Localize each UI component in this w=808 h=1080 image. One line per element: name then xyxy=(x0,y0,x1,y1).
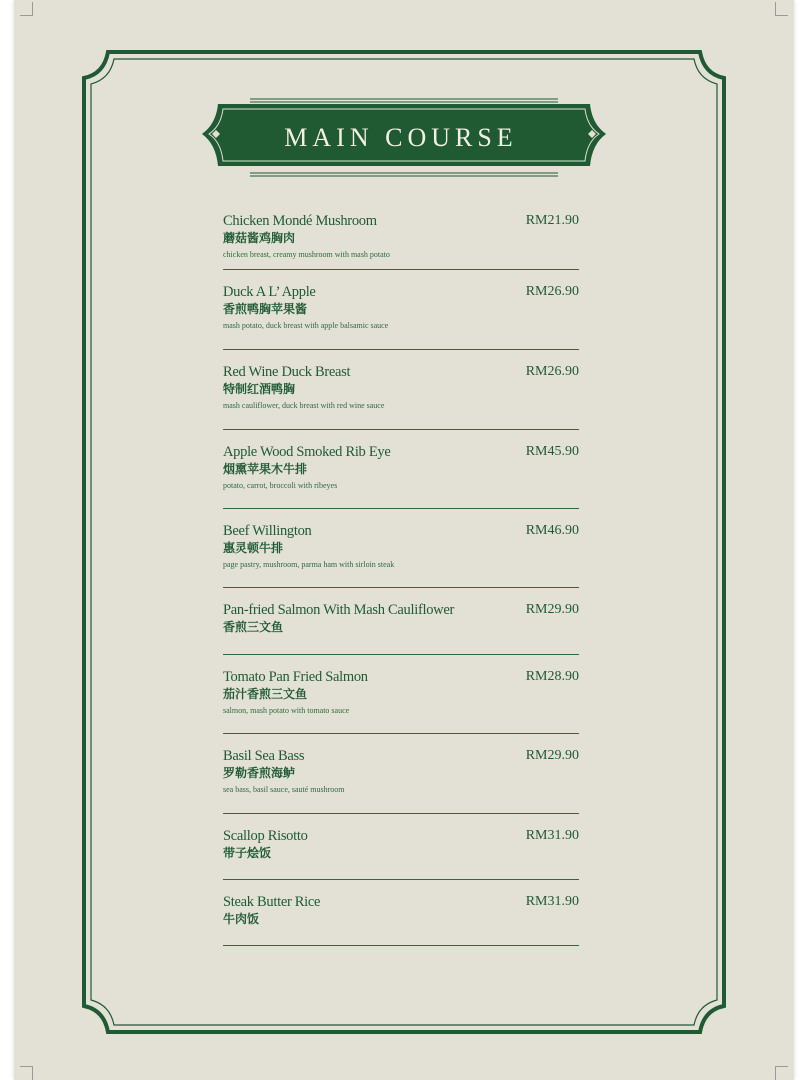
menu-item-chinese-name: 罗勒香煎海鲈 xyxy=(223,766,296,780)
menu-item-description: salmon, mash potato with tomato sauce xyxy=(223,706,350,715)
menu-item-chinese-name: 烟熏苹果木牛排 xyxy=(223,462,308,476)
menu-item-list xyxy=(223,212,579,946)
menu-item-price: RM26.90 xyxy=(525,364,579,379)
menu-item-chinese-name: 特制红酒鸭胸 xyxy=(223,382,296,396)
menu-item xyxy=(223,443,579,509)
menu-item-description: sea bass, basil sauce, sauté mushroom xyxy=(223,785,345,794)
menu-item-description: page pastry, mushroom, parma ham with sirloin steak xyxy=(223,560,395,569)
menu-item-price: RM29.90 xyxy=(525,748,579,763)
menu-item xyxy=(223,893,579,946)
menu-item-name: Basil Sea Bass xyxy=(223,748,305,764)
menu-item-description: mash cauliflower, duck breast with red wine sauce xyxy=(223,401,385,410)
menu-item-description: potato, carrot, broccoli with ribeyes xyxy=(223,481,338,490)
menu-item-name: Apple Wood Smoked Rib Eye xyxy=(223,444,391,460)
menu-item-chinese-name: 香煎鸭胸苹果酱 xyxy=(223,302,308,316)
section-title: MAIN COURSE xyxy=(284,123,518,152)
menu-item xyxy=(223,601,579,655)
menu-item xyxy=(223,212,579,270)
menu-item-price: RM45.90 xyxy=(525,444,579,459)
menu-item-name: Pan-fried Salmon With Mash Cauliflower xyxy=(223,602,454,618)
menu-item-chinese-name: 牛肉饭 xyxy=(223,912,260,926)
menu-item-price: RM28.90 xyxy=(525,669,579,684)
menu-item-description: mash potato, duck breast with apple balsamic sauce xyxy=(223,321,389,330)
menu-item-price: RM46.90 xyxy=(525,523,579,538)
menu-item xyxy=(223,283,579,350)
menu-item-name: Chicken Mondé Mushroom xyxy=(223,213,377,229)
menu-item-name: Steak Butter Rice xyxy=(223,894,321,910)
menu-item-price: RM31.90 xyxy=(525,894,579,909)
menu-item xyxy=(223,522,579,588)
menu-item-price: RM26.90 xyxy=(525,284,579,299)
menu-item-price: RM21.90 xyxy=(525,213,579,228)
menu-item-name: Duck A L’ Apple xyxy=(223,284,316,300)
menu-item-description: chicken breast, creamy mushroom with mash potato xyxy=(223,250,390,259)
menu-item-chinese-name: 惠灵顿牛排 xyxy=(223,541,284,555)
menu-item xyxy=(223,747,579,814)
menu-item-chinese-name: 香煎三文鱼 xyxy=(223,620,284,634)
menu-item-price: RM31.90 xyxy=(525,828,579,843)
menu-item-price: RM29.90 xyxy=(525,602,579,617)
menu-item-chinese-name: 蘑菇酱鸡胸肉 xyxy=(223,231,296,245)
menu-item xyxy=(223,827,579,880)
menu-item-name: Tomato Pan Fried Salmon xyxy=(223,669,368,685)
menu-item-chinese-name: 茄汁香煎三文鱼 xyxy=(223,687,308,701)
menu-item xyxy=(223,363,579,430)
menu-item xyxy=(223,668,579,734)
section-banner xyxy=(208,112,594,164)
menu-item-name: Red Wine Duck Breast xyxy=(223,364,351,380)
menu-item-name: Scallop Risotto xyxy=(223,828,308,844)
menu-item-chinese-name: 带子烩饭 xyxy=(223,846,272,860)
menu-item-name: Beef Willington xyxy=(223,523,312,539)
